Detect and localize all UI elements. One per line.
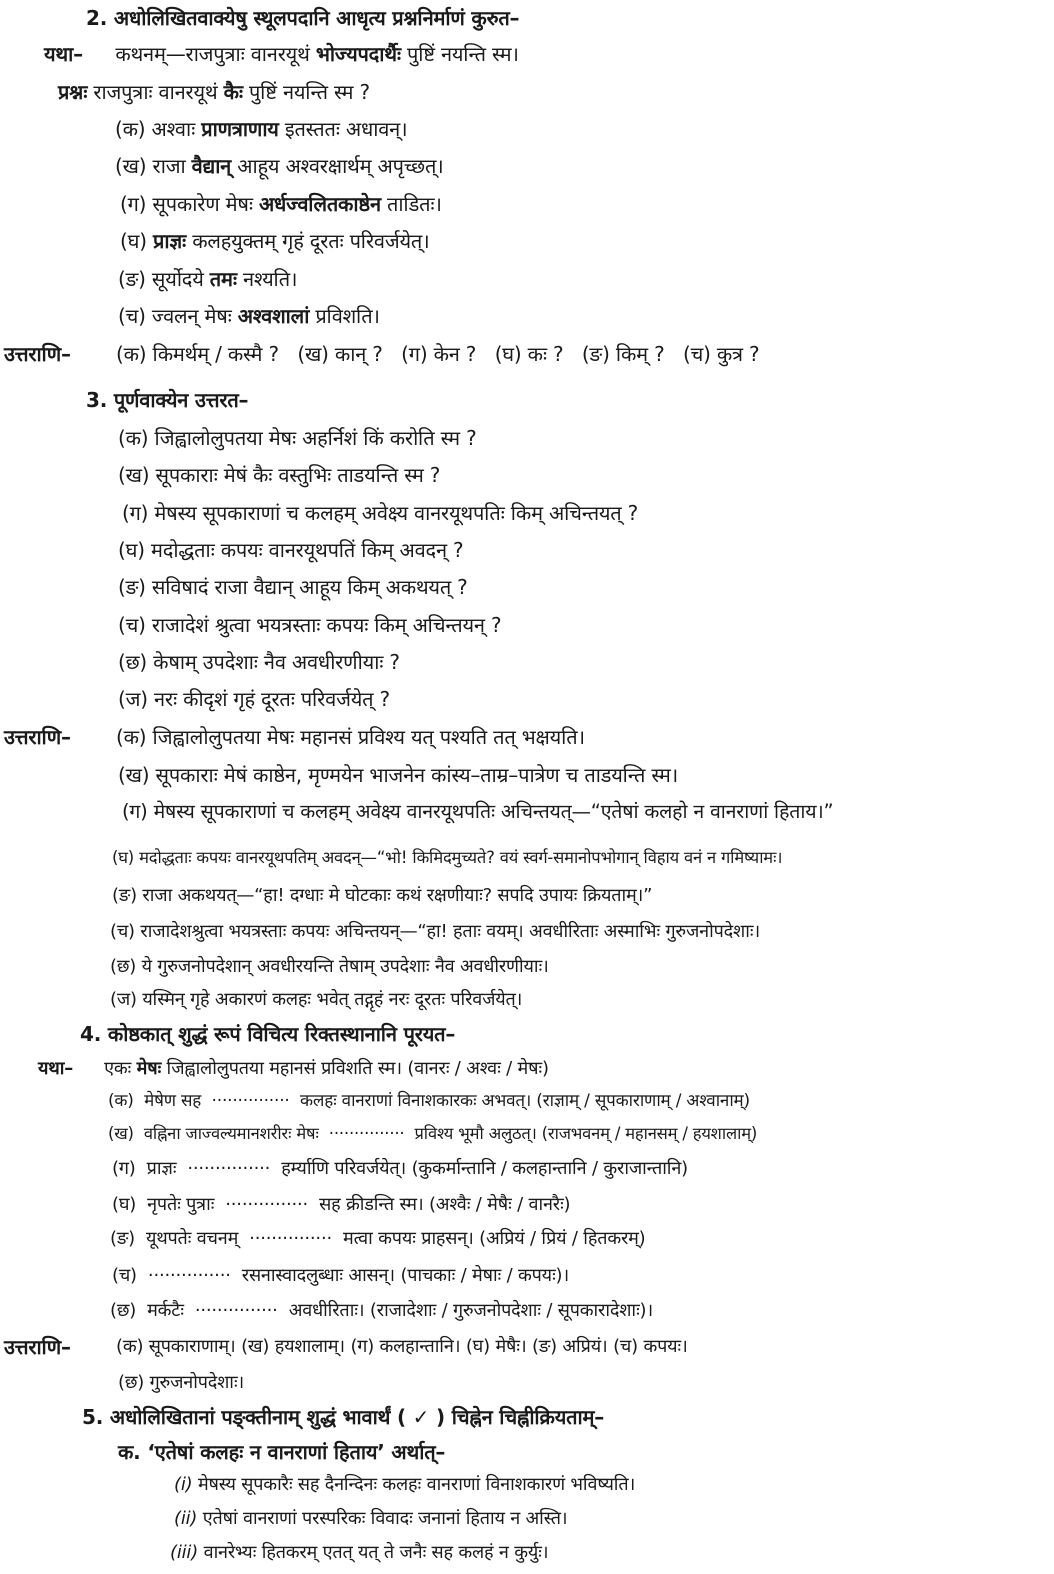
q4-answers-label: उत्तराणि–: [4, 1335, 71, 1359]
q4-item: (ख) वह्निना जाज्वल्यमानशरीरः मेषः ··············· प्रविश्य भूमौ अलुठत्। (राजभवनम् / महानसम् / हयशालाम्): [108, 1124, 758, 1143]
item-text: सूपकारेण मेषः: [146, 192, 259, 216]
question-post: पुष्टिं नयन्ति स्म ?: [242, 80, 370, 104]
q3-answer: (च) राजादेशश्रुत्वा भयत्रस्ताः कपयः अचिन्तयन्—“हा! हताः वयम्। अवधीरिताः अस्माभिः गुरुजनोपदेशाः।: [110, 921, 760, 942]
question-pre: राजपुत्राः वानरयूथं: [87, 80, 224, 104]
example-post: पुष्टिं नयन्ति स्म।: [400, 42, 519, 66]
q5-heading: 5. अधोलिखितानां पङ्क्तीनाम् शुद्धं भावार्थं ( ✓ ) चिह्नेन चिह्नीक्रियताम्–: [82, 1405, 605, 1429]
item-bold: तमः: [209, 267, 237, 291]
q2-answers: (क) किमर्थम् / कस्मै ? (ख) कान् ? (ग) केन ? (घ) कः ? (ङ) किम् ? (च) कुत्र ?: [116, 342, 760, 366]
example-bold: मेषः: [136, 1058, 162, 1079]
item-label: (ङ): [118, 267, 146, 291]
question-label: प्रश्नः: [58, 80, 88, 104]
option-number: (ii): [174, 1508, 198, 1529]
q3-item: (घ) मदोद्धताः कपयः वानरयूथपतिं किम् अवदन् ?: [118, 538, 464, 562]
q2-item: [120, 190, 442, 218]
q3-answer: (ग) मेषस्य सूपकाराणां च कलहम् अवेक्ष्य वानरयूथपतिः अचिन्तयत्—“एतेषां कलहो न वानराणां हिताय।”: [122, 800, 834, 823]
item-label: (ख): [115, 154, 147, 178]
q2-answers-label: उत्तराणि–: [4, 342, 71, 366]
q4-item: (च) ··············· रसनास्वादलुब्धाः आसन्। (पाचकाः / मेषाः / कपयः)।: [112, 1265, 569, 1286]
q4-answer: (क) सूपकाराणाम्। (ख) हयशालाम्। (ग) कलहान्तानि। (घ) मेषैः। (ङ) अप्रियं। (च) कपयः।: [116, 1336, 688, 1357]
q3-item: (ज) नरः कीदृशं गृहं दूरतः परिवर्जयेत् ?: [118, 687, 390, 711]
q3-answer: (ङ) राजा अकथयत्—“हा! दग्धाः मे घोटकाः कथं रक्षणीयाः? सपदि उपायः क्रियताम्।”: [112, 885, 653, 906]
item-bold: वैद्यान्: [191, 154, 232, 178]
q3-answer: (घ) मदोद्धताः कपयः वानरयूथपतिम् अवदन्—“भो! किमिदमुच्यते? वयं स्वर्ग-समानोपभोगान् विहाय वनं न गमिष्यामः।: [112, 848, 783, 867]
item-label: (क): [115, 117, 146, 141]
item-bold: अश्वशालां: [237, 304, 310, 328]
q3-item: (च) राजादेशं श्रुत्वा भयत्रस्ताः कपयः किम् अचिन्तयन् ?: [118, 613, 502, 637]
item-text: ज्वलन् मेषः: [145, 304, 238, 328]
q5-subheading: क. ‘एतेषां कलहः न वानराणां हिताय’ अर्थात्–: [118, 1440, 446, 1464]
q3-answer: (क) जिह्वालोलुपतया मेषः महानसं प्रविश्य यत् पश्यति तत् भक्षयति।: [116, 725, 585, 749]
q5-option: [174, 1505, 567, 1533]
item-text: इतस्ततः अधावन्।: [278, 117, 408, 141]
q2-item: [115, 152, 444, 180]
item-text: ताडितः।: [380, 192, 442, 216]
item-label: (च): [118, 304, 146, 328]
q5-option: [174, 1471, 635, 1499]
item-bold: प्राणत्राणाय: [201, 117, 279, 141]
example-post: जिह्वालोलुपतया महानसं प्रविशति स्म। (वानरः / अश्वः / मेषः): [161, 1058, 549, 1079]
q2-example: [44, 40, 519, 68]
q2-item: [118, 265, 297, 293]
q4-example: [38, 1055, 549, 1083]
q4-item: (ग) प्राज्ञः ··············· हर्म्याणि परिवर्जयेत्। (कुकर्मान्तानि / कलहान्तानि / कुराजान्तानि): [112, 1158, 688, 1179]
q2-item: [118, 302, 380, 330]
q4-item: (क) मेषेण सह ··············· कलहः वानराणां विनाशकारकः अभवत्। (राज्ञाम् / सूपकाराणाम् / अश्वानाम्): [108, 1091, 750, 1111]
q5-option: [170, 1539, 548, 1567]
q3-item: (ग) मेषस्य सूपकाराणां च कलहम् अवेक्ष्य वानरयूथपतिः किम् अचिन्तयत् ?: [122, 501, 639, 525]
q4-item: (घ) नृपतेः पुत्राः ··············· सह क्रीडन्ति स्म। (अश्वैः / मेषैः / वानरैः): [112, 1194, 571, 1215]
q3-answer: (ज) यस्मिन् गृहे अकारणं कलहः भवेत् तद्गृहं नरः दूरतः परिवर्जयेत्।: [110, 989, 523, 1010]
example-label: यथा–: [44, 42, 83, 66]
item-text: नश्यति।: [236, 267, 298, 291]
q3-answer: (ख) सूपकाराः मेषं काष्ठेन, मृण्मयेन भाजनेन कांस्य–ताम्र–पात्रेण च ताडयन्ति स्म।: [118, 763, 679, 787]
option-number: (iii): [170, 1542, 199, 1563]
item-bold: अर्धज्वलितकाष्ठेन: [258, 192, 381, 216]
q3-item: (ङ) सविषादं राजा वैद्यान् आहूय किम् अकथयत् ?: [118, 575, 468, 599]
item-text: प्रविशति।: [309, 304, 380, 328]
q3-answer: (छ) ये गुरुजनोपदेशान् अवधीरयन्ति तेषाम् उपदेशाः नैव अवधीरणीयाः।: [110, 956, 549, 977]
q4-item: (ङ) यूथपतेः वचनम् ··············· मत्वा कपयः प्राहसन्। (अप्रियं / प्रियं / हितकरम्): [110, 1228, 646, 1249]
item-text: सूर्योदये: [145, 267, 210, 291]
q3-answers-label: उत्तराणि–: [4, 725, 71, 749]
q3-item: (क) जिह्वालोलुपतया मेषः अहर्निशं किं करोति स्म ?: [118, 426, 477, 450]
option-text: वानरेभ्यः हितकरम् एतत् यत् ते जनैः सह कलहं न कुर्युः।: [198, 1542, 549, 1563]
item-text: कलहयुक्तम् गृहं दूरतः परिवर्जयेत्।: [186, 229, 430, 253]
q4-answer: (छ) गुरुजनोपदेशाः।: [118, 1372, 245, 1393]
option-text: एतेषां वानराणां परस्परिकः विवादः जनानां हिताय न अस्ति।: [197, 1508, 568, 1529]
q3-item: (ख) सूपकाराः मेषं कैः वस्तुभिः ताडयन्ति स्म ?: [118, 463, 441, 487]
item-text: अश्वाः: [145, 117, 202, 141]
option-number: (i): [174, 1474, 193, 1495]
example-pre: कथनम्—राजपुत्राः वानरयूथं: [115, 42, 316, 66]
item-text: राजा: [146, 154, 192, 178]
item-bold: प्राज्ञः: [153, 229, 187, 253]
question-bold: कैः: [223, 80, 243, 104]
q4-item: (छ) मर्कटैः ··············· अवधीरिताः। (राजादेशाः / गुरुजनोपदेशाः / सूपकारादेशाः)।: [110, 1300, 653, 1321]
q3-item: (छ) केषाम् उपदेशाः नैव अवधीरणीयाः ?: [118, 650, 400, 674]
q2-heading: 2. अधोलिखितवाक्येषु स्थूलपदानि आधृत्य प्रश्ननिर्माणं कुरुत–: [86, 6, 520, 30]
q2-item: [115, 115, 407, 143]
option-text: मेषस्य सूपकारैः सह दैनन्दिनः कलहः वानराणां विनाशकारणं भविष्यति।: [192, 1474, 636, 1495]
example-bold: भोज्यपदार्थैः: [315, 42, 401, 66]
q2-item: [120, 227, 429, 255]
item-label: (ग): [120, 192, 147, 216]
item-text: आहूय अश्वरक्षार्थम् अपृच्छत्।: [231, 154, 444, 178]
q4-heading: 4. कोष्ठकात् शुद्धं रूपं विचित्य रिक्तस्थानानि पूरयत–: [80, 1022, 456, 1046]
example-label: यथा–: [38, 1058, 74, 1079]
q2-question: [58, 78, 370, 106]
item-label: (घ): [120, 229, 147, 253]
q3-heading: 3. पूर्णवाक्येन उत्तरत–: [86, 388, 249, 412]
example-pre: एकः: [104, 1058, 137, 1079]
